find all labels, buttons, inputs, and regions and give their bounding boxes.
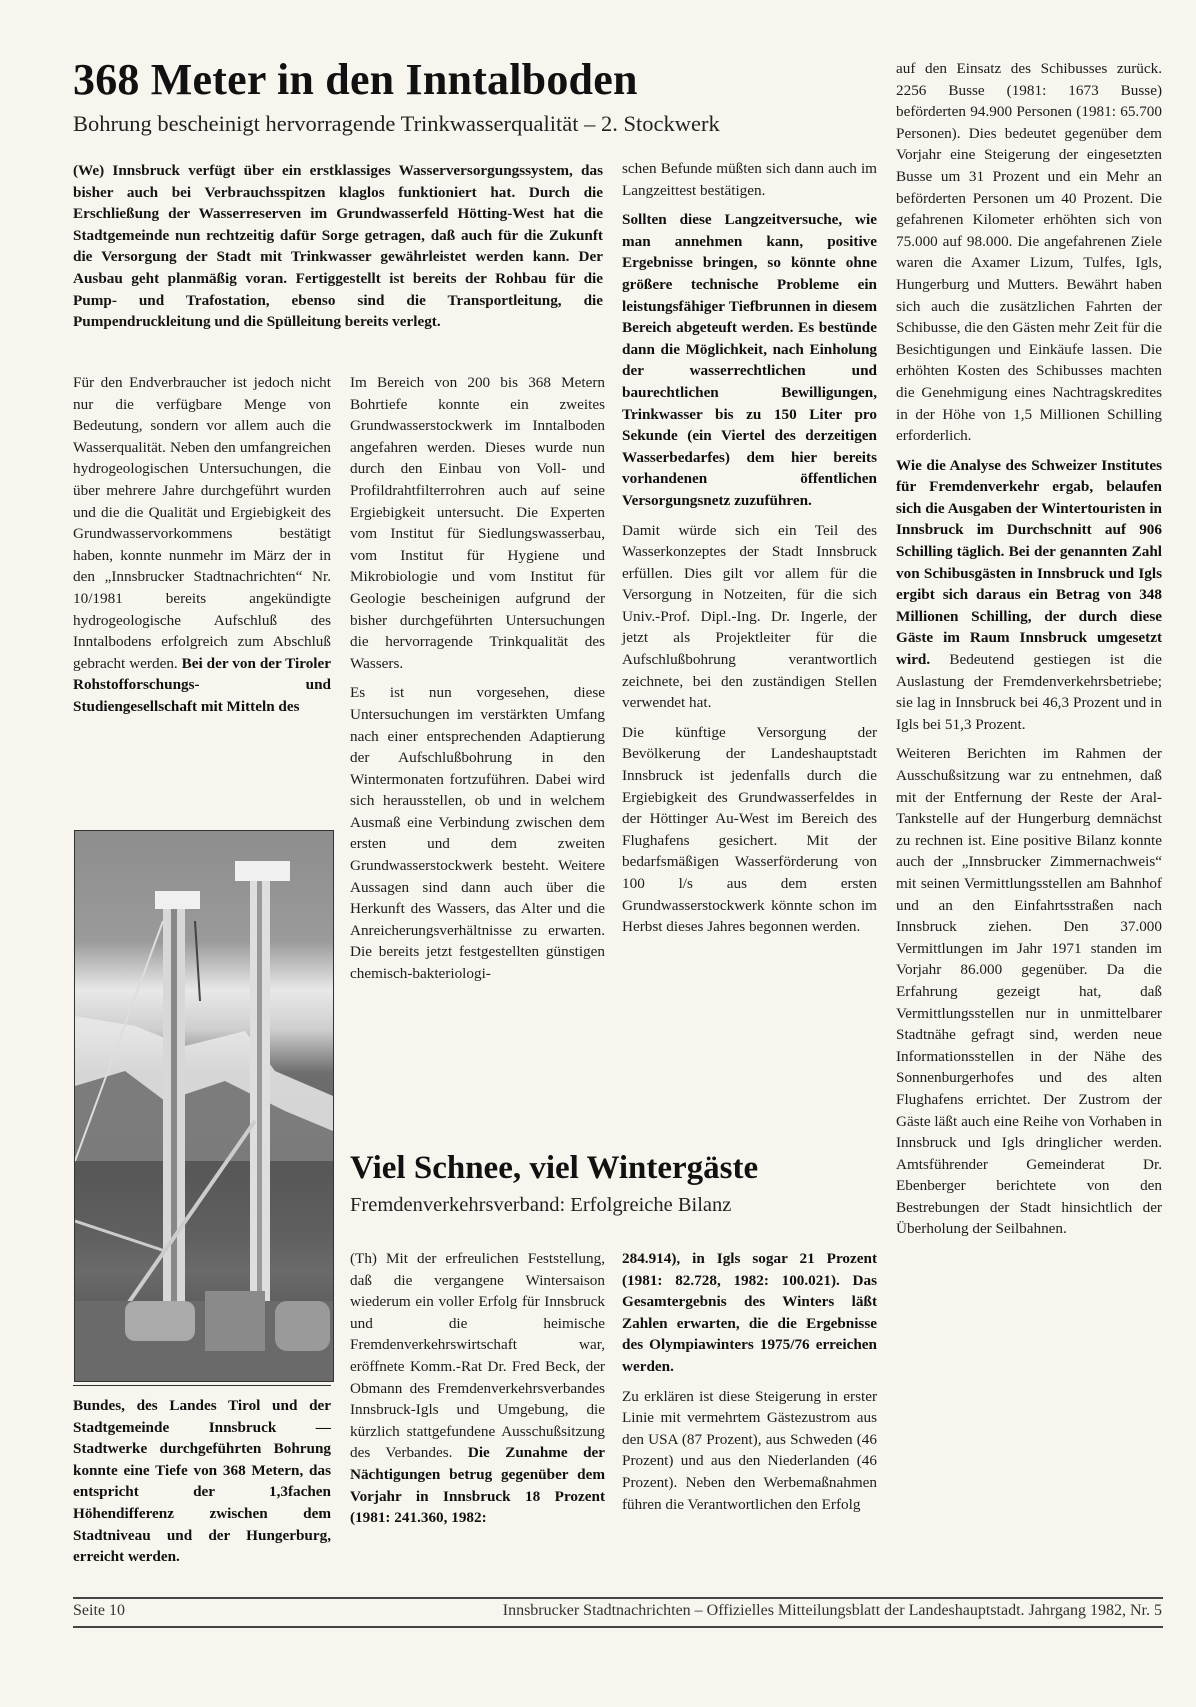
publication-info: Innsbrucker Stadtnachrichten – Offizielles Mitteilungsblatt der Landeshauptstadt. Jahrgang 1982, Nr. 5 <box>502 1602 1162 1619</box>
body-text-bold: Die Zunahme der Nächtigungen betrug gegenüber dem Vorjahr in Innsbruck 18 Prozent (1981: 241.360, 1982: <box>350 1444 605 1527</box>
article2-column-2 <box>622 1248 877 1523</box>
article-subheadline: Bohrung bescheinigt hervorragende Trinkwasserqualität – 2. Stockwerk <box>73 111 720 136</box>
paragraph: Damit würde sich ein Teil des Wasserkonzeptes der Stadt Innsbruck erfüllen. Dies gilt vor allem für die Versorgung in Notzeiten, für die sich Univ.-Prof. Dipl.-Ing. Dr. Ingerle, der jetzt als Projektleiter für die Aufschlußbohrung verantwortlich zeichnete, bei den zuständigen Stellen verwendet hat. <box>622 521 877 712</box>
paragraph: schen Befunde müßten sich dann auch im Langzeittest bestätigen. <box>622 160 877 199</box>
paragraph-bold: 284.914), in Igls sogar 21 Prozent (1981: 82.728, 1982: 100.021). Das Gesamtergebnis des Winters läßt Zahlen erwarten, die die Ergebnisse des Olympiawinters 1975/76 erreichen werden. <box>622 1250 877 1375</box>
article1-column-1 <box>73 372 331 726</box>
article-lead-paragraph: (We) Innsbruck verfügt über ein erstklassiges Wasserversorgungssystem, das bisher auch bei Verbrauchsspitzen klaglos funktioniert hat. Durch die Erschließung der Wasserreserven im Grundwasserfeld Hötting-West hat die Stadtgemeinde nun rechtzeitig dafür Sorge getragen, daß auch für die Zukunft die Versorgung der Stadt mit Trinkwasser gewährleistet werden kann. Der Ausbau geht planmäßig voran. Fertiggestellt ist bereits der Rohbau für die Pump- und Trafostation, ebenso sind die Transportleitung, die Pumpendruckleitung und die Spülleitung bereits verlegt. <box>73 162 603 331</box>
body-text: (Th) Mit der erfreulichen Feststellung, daß die vergangene Wintersaison wiederum ein voller Erfolg für Innsbruck und die heimische Fremdenverkehrswirtschaft war, eröffnete Komm.-Rat Dr. Fred Beck, der Obmann des Fremdenverkehrsverbandes Innsbruck-Igls und Umgebung, die kürzlich stattgefundene Ausschußsitzung des Verbandes. <box>350 1250 605 1462</box>
paragraph: Im Bereich von 200 bis 368 Metern Bohrtiefe konnte ein zweites Grundwasserstockwerk im Inntalboden angefahren werden. Dieses wurde nun durch den Einbau von Voll- und Profildrahtfilterrohren auch auf seine Ergiebigkeit untersucht. Die Experten vom Institut für Siedlungswasserbau, vom Institut für Hygiene und Mikrobiologie und vom Institut für Geologie bescheinigen aufgrund der bisher durchgeführten Untersuchungen die hervorragende Trinkqualität des Wassers. <box>350 374 605 672</box>
body-text-bold: Bei der von der Tiroler Rohstofforschungs- und Studiengesellschaft mit Mitteln des <box>73 654 331 715</box>
paragraph: Weiteren Berichten im Rahmen der Ausschußsitzung war zu entnehmen, daß mit der Entfernung der Reste der Aral-Tankstelle auf der Hungerburg demnächst zu rechnen ist. Eine positive Bilanz konnte auch der „Innsbrucker Zimmernachweis“ mit seinen Vermittlungsstellen am Bahnhof und an den Einfahrtsstraßen nach Innsbruck ziehen. Den 37.000 Vermittlungen im Jahr 1971 standen im Vorjahr 86.000 gegenüber. Da die Erfahrung gezeigt hat, daß Vermittlungsstellen nur in unmittelbarer Stadtnähe gefragt sind, werden neue Informationsstellen in der Nähe des Sonnenburgerhofes und des alten Flughafens errichtet. Der Zustrom der Gäste läßt auch eine Reihe von Vorhaben in Innsbruck und Igls dringlicher werden. Amtsführender Gemeinderat Dr. Ebenberger berichtete von den Bestrebungen der Stadt hinsichtlich der Überholung der Seilbahnen. <box>896 745 1162 1238</box>
body-text: Bedeutend gestiegen ist die Auslastung der Fremdenverkehrsbetriebe; sie lag in Innsbruck bei 46,3 Prozent und in Igls bei 51,3 Prozent. <box>896 651 1162 733</box>
article1-column-3 <box>622 158 877 946</box>
article2-subheadline: Fremdenverkehrsverband: Erfolgreiche Bilanz <box>350 1194 732 1216</box>
article2-headline: Viel Schnee, viel Wintergäste <box>350 1150 759 1186</box>
paragraph-bold: Sollten diese Langzeitversuche, wie man annehmen kann, positive Ergebnisse bringen, so könnte ohne größere technische Probleme ein leistungsfähiger Tiefbrunnen in diesem Bereich abgeteuft werden. Es bestünde dann die Möglichkeit, nach Einholung der wasserrechtlichen und baurechtlichen Bewilligungen, Trinkwasser bis zu 150 Liter pro Sekunde (ein Viertel des derzeitigen Wasserbedarfes) dem hier bereits vorhandenen öffentlichen Versorgungsnetz zuzuführen. <box>622 211 877 509</box>
paragraph <box>896 455 1162 736</box>
article-headline: 368 Meter in den Inntalboden <box>73 55 638 104</box>
drilling-rig-photo <box>74 830 334 1382</box>
article2-column-3 <box>896 58 1162 1248</box>
article1-column-2 <box>350 372 605 993</box>
paragraph <box>73 372 331 718</box>
photo-divider <box>73 1385 331 1386</box>
page-number: Seite 10 <box>73 1602 125 1619</box>
photo-image-icon <box>75 831 333 1381</box>
paragraph: Zu erklären ist diese Steigerung in erster Linie mit vermehrtem Gästezustrom aus den USA (87 Prozent), aus Schweden (46 Prozent) und aus den Niederlanden (46 Prozent). Neben den Werbemaßnahmen führen die Verantwortlichen den Erfolg <box>622 1387 877 1513</box>
paragraph-bold: Bundes, des Landes Tirol und der Stadtgemeinde Innsbruck — Stadtwerke durchgeführten Bohrung konnte eine Tiefe von 368 Metern, das entspricht der 1,3fachen Höhendifferenz zwischen dem Stadtniveau und der Hungerburg, erreicht werden. <box>73 1397 331 1566</box>
body-text: Für den Endverbraucher ist jedoch nicht nur die verfügbare Menge von Bedeutung, sondern vor allem auch die Wasserqualität. Neben den umfangreichen hydrogeologischen Untersuchungen, die über mehrere Jahre durchgeführt wurden und die die Qualität und Ergiebigkeit des Grundwasservorkommens bestätigt haben, konnte nunmehr im März der in den „Innsbrucker Stadtnachrichten“ Nr. 10/1981 bereits angekündigte hydrogeologische Aufschluß des Inntalbodens erfolgreich zum Abschluß gebracht werden. <box>73 374 331 672</box>
paragraph <box>350 1248 605 1529</box>
article2-column-1 <box>350 1248 605 1537</box>
footer-rule-top <box>73 1597 1163 1599</box>
paragraph: auf den Einsatz des Schibusses zurück. 2256 Busse (1981: 1673 Busse) beförderten 94.900 Personen (1981: 65.700 Personen). Dies bedeutet gegenüber dem Vorjahr eine Steigerung der eingesetzten Busse um 31 Prozent und ein Mehr an beförderten Personen um 40 Prozent. Die gefahrenen Kilometer erhöhten sich von 75.000 auf 98.000. Die angefahrenen Ziele waren die Axamer Lizum, Tulfes, Igls, Hungerburg und Mutters. Bewährt haben sich auch die zusätzlichen Fahrten der Schibusse, die den Gästen mehr Zeit für die Besichtigungen und Einkäufe lassen. Die erhöhten Kosten des Schibusses machten die Genehmigung eines Nachtragskredites in der Höhe von 1,5 Millionen Schilling erforderlich. <box>896 60 1162 445</box>
article1-column-1-continued <box>73 1395 331 1576</box>
paragraph: Es ist nun vorgesehen, diese Untersuchungen im verstärkten Umfang nach einer entsprechenden Adaptierung der Aufschlußbohrung in den Wintermonaten fortzuführen. Dabei wird sich herausstellen, ob und in welchem Ausmaß eine Verbindung zwischen dem ersten und dem zweiten Grundwasserstockwerk besteht. Weitere Aussagen sind dann auch über die Herkunft des Wassers, das Alter und die Anreicherungsverhältnisse zu erwarten. Die bereits jetzt festgestellten günstigen chemisch-bakteriologi- <box>350 684 605 983</box>
body-text-bold: Wie die Analyse des Schweizer Institutes für Fremdenverkehr ergab, belaufen sich die Ausgaben der Wintertouristen in Innsbruck im Durchschnitt auf 906 Schilling täglich. Bei der genannten Zahl von Schibusgästen in Innsbruck und Igls ergibt sich daraus ein Betrag von 348 Millionen Schilling, der durch diese Gäste im Raum Innsbruck umgesetzt wird. <box>896 456 1162 669</box>
paragraph: Die künftige Versorgung der Bevölkerung der Landeshauptstadt Innsbruck ist jedenfalls durch die Ergiebigkeit des Grundwasserfeldes in der Höttinger Au-West im Bereich des Flughafens gesichert. Mit der bedarfsmäßigen Wasserförderung von 100 l/s aus dem ersten Grundwasserstockwerk könnte schon im Herbst dieses Jahres begonnen werden. <box>622 723 877 936</box>
footer-rule-bottom <box>73 1626 1163 1628</box>
